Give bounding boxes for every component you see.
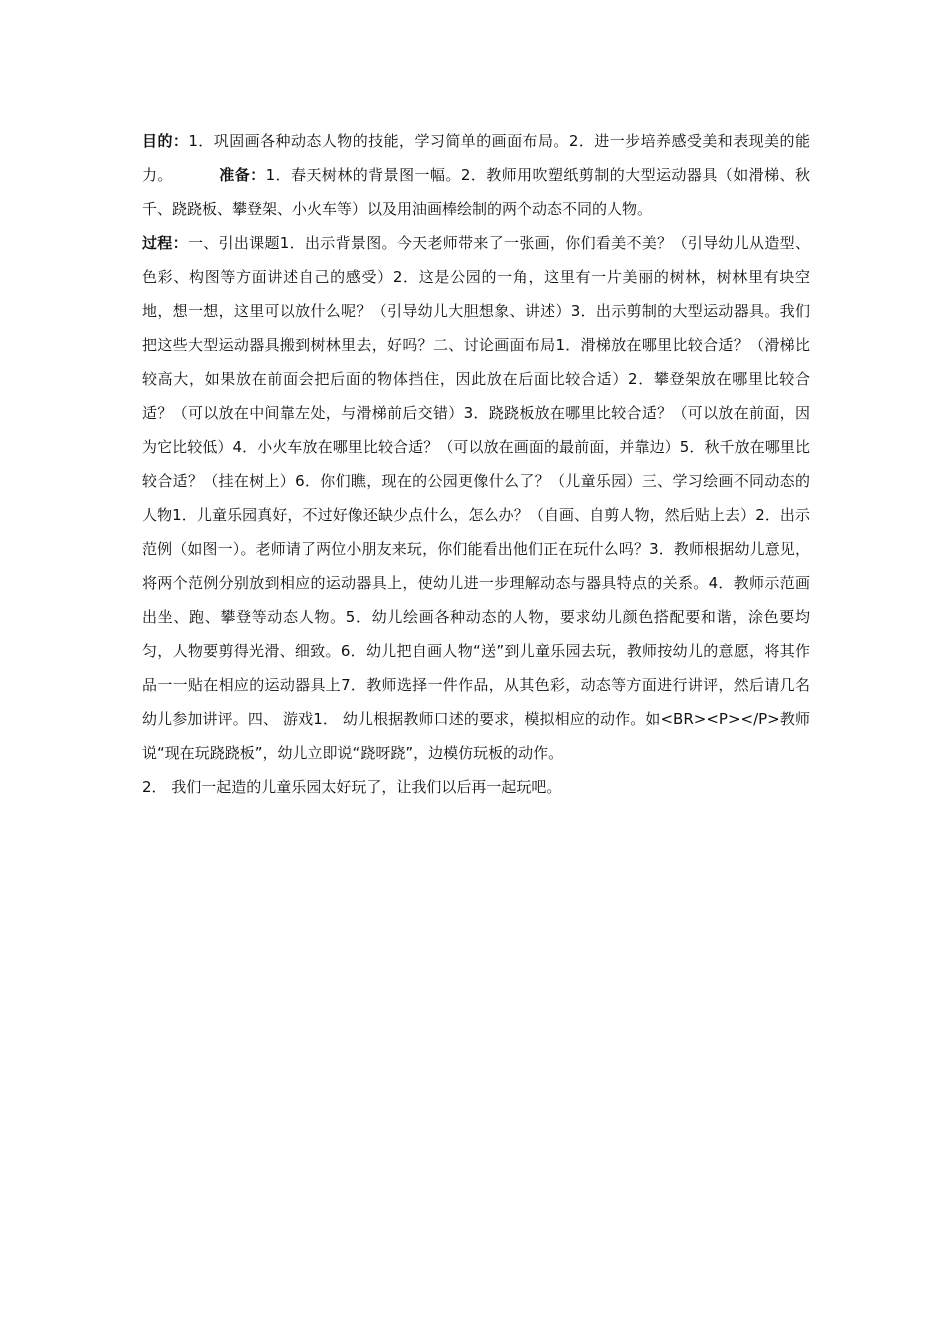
prep-text: 1．春天树林的背景图一幅。2．教师用吹塑纸剪制的大型运动器具（如滑梯、秋千、跷跷板、攀登架、小火车等）以及用油画棒绘制的两个动态不同的人物。 xyxy=(142,166,810,218)
aim-prep-paragraph xyxy=(142,124,810,226)
closing-paragraph xyxy=(142,770,810,804)
process-paragraph xyxy=(142,226,810,770)
process-label: 过程： xyxy=(142,234,188,252)
process-text: 一、引出课题1．出示背景图。今天老师带来了一张画，你们看美不美？（引导幼儿从造型、色彩、构图等方面讲述自己的感受）2．这是公园的一角，这里有一片美丽的树林，树林里有块空地，想一想，这里可以放什么呢？（引导幼儿大胆想象、讲述）3．出示剪制的大型运动器具。我们把这些大型运动器具搬到树林里去，好吗？二、讨论画面布局1．滑梯放在哪里比较合适？（滑梯比较高大，如果放在前面会把后面的物体挡住，因此放在后面比较合适）2．攀登架放在哪里比较合适？（可以放在中间靠左处，与滑梯前后交错）3．跷跷板放在哪里比较合适？（可以放在前面，因为它比较低）4．小火车放在哪里比较合适？（可以放在画面的最前面，并靠边）5．秋千放在哪里比较合适？（挂在树上）6．你们瞧，现在的公园更像什么了？（儿童乐园）三、学习绘画不同动态的人物1．儿童乐园真好，不过好像还缺少点什么，怎么办？（自画、自剪人物，然后贴上去）2．出示范例（如图一）。老师请了两位小朋友来玩，你们能看出他们正在玩什么吗？3．教师根据幼儿意见，将两个范例分别放到相应的运动器具上，使幼儿进一步理解动态与器具特点的关系。4．教师示范画出坐、跑、攀登等动态人物。5．幼儿绘画各种动态的人物，要求幼儿颜色搭配要和谐，涂色要均匀，人物要剪得光滑、细致。6．幼儿把自画人物“送”到儿童乐园去玩，教师按幼儿的意愿，将其作品一一贴在相应的运动器具上7．教师选择一件作品，从其色彩，动态等方面进行讲评，然后请几名幼儿参加讲评。四、 游戏1． 幼儿根据教师口述的要求，模拟相应的动作。如<BR><P></P>教师说“现在玩跷跷板”，幼儿立即说“跷呀跷”，边模仿玩板的动作。 xyxy=(142,234,810,762)
lesson-plan-body xyxy=(142,124,810,804)
prep-label: 准备： xyxy=(218,166,266,184)
aim-label: 目的： xyxy=(142,132,189,150)
closing-text: 2． 我们一起造的儿童乐园太好玩了，让我们以后再一起玩吧。 xyxy=(142,778,562,796)
aim-text: 1．巩固画各种动态人物的技能，学习简单的画面布局。2．进一步培养感受美和表现美的能力。 xyxy=(142,132,810,184)
